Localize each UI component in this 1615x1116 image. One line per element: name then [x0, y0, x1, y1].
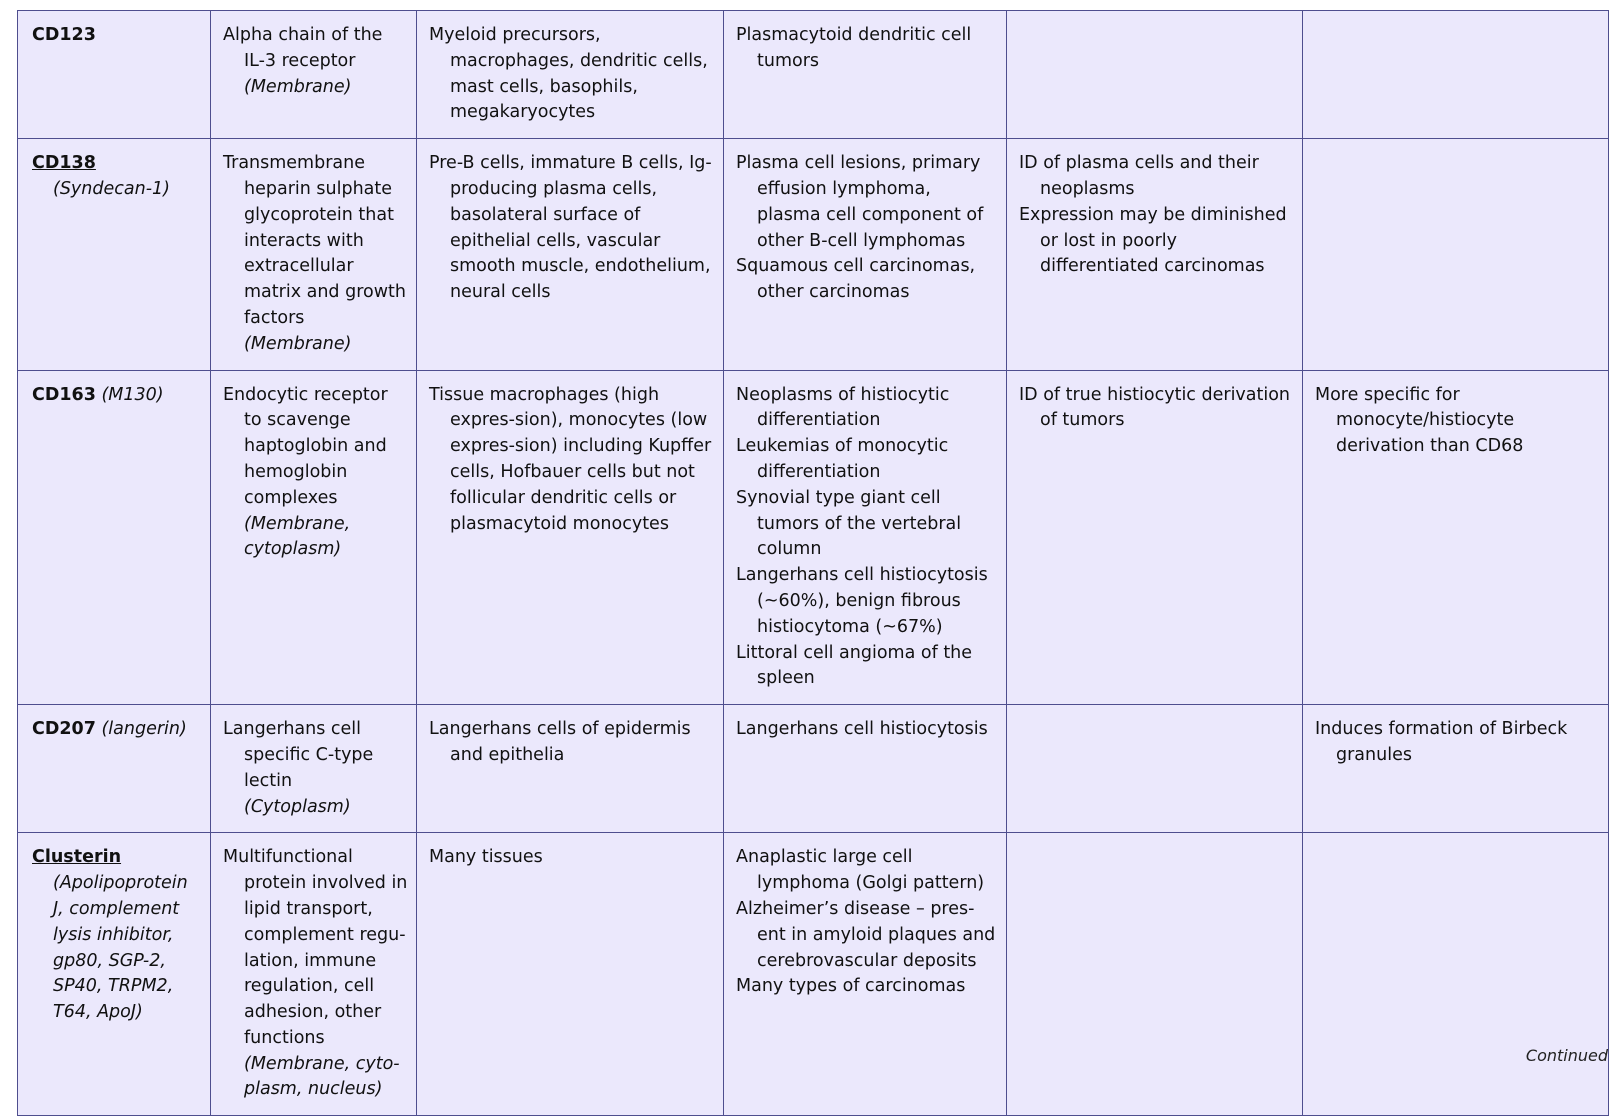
neoplasms-item: Anaplastic large cell lymphoma (Golgi pattern)	[736, 847, 985, 894]
neoplasms-cell	[724, 705, 1007, 833]
neoplasms-item: Leukemias of monocytic differentiation	[736, 436, 949, 482]
marker-alias: (M130)	[95, 384, 164, 405]
marker-alias: (langerin)	[95, 719, 187, 740]
expression-cell	[417, 11, 724, 139]
utility-cell	[1007, 139, 1303, 370]
notes-cell	[1303, 705, 1609, 833]
expression-cell	[417, 139, 724, 370]
expression-item: Myeloid precursors, macrophages, dendritic cells, mast cells, basophils, megakaryocytes	[429, 25, 708, 123]
cellular-location: (Membrane, cytoplasm)	[244, 513, 351, 560]
utility-cell	[1007, 11, 1303, 139]
neoplasms-cell	[724, 11, 1007, 139]
expression-cell	[417, 705, 724, 833]
utility-cell	[1007, 833, 1303, 1116]
expression-item: Langerhans cells of epidermis and epithelia	[429, 719, 691, 765]
neoplasms-item: Squamous cell carcinomas, other carcinomas	[736, 256, 976, 303]
neoplasms-item: Plasma cell lesions, primary effusion lymphoma, plasma cell component of other B-cell lymphomas	[736, 153, 984, 251]
notes-item: More specific for monocyte/histiocyte derivation than CD68	[1315, 384, 1524, 457]
expression-cell	[417, 370, 724, 705]
notes-cell	[1303, 833, 1609, 1116]
neoplasms-cell	[724, 370, 1007, 705]
utility-item: ID of true histiocytic derivation of tumors	[1019, 384, 1291, 431]
structure-cell	[211, 139, 417, 370]
expression-item: Tissue macrophages (high expres-sion), monocytes (low expres-sion) including Kupffer cells, Hofbauer cells but not follicular dendritic cells or plasmacytoid monocytes	[429, 384, 712, 534]
utility-item: Expression may be diminished or lost in poorly differentiated carcinomas	[1019, 204, 1287, 277]
utility-cell	[1007, 705, 1303, 833]
table-row	[18, 139, 1609, 370]
structure-text: Transmembrane heparin sulphate glycoprotein that interacts with extracellular matrix and growth factors	[223, 153, 406, 328]
expression-item: Pre-B cells, immature B cells, Ig-producing plasma cells, basolateral surface of epithelial cells, vascular smooth muscle, endothelium, neural cells	[429, 153, 712, 303]
neoplasms-item: Littoral cell angioma of the spleen	[736, 642, 973, 689]
neoplasms-item: Plasmacytoid dendritic cell tumors	[736, 25, 972, 71]
marker-table	[17, 10, 1609, 1116]
neoplasms-cell	[724, 833, 1007, 1116]
marker-name: CD123	[32, 25, 96, 45]
neoplasms-item: Synovial type giant cell tumors of the vertebral column	[736, 487, 962, 560]
marker-cell	[18, 11, 211, 139]
cellular-location: (Membrane)	[244, 333, 352, 354]
neoplasms-item: Alzheimer’s disease – pres-ent in amyloid plaques and cerebrovascular deposits	[736, 898, 996, 971]
cellular-location: (Cytoplasm)	[244, 796, 351, 817]
structure-cell	[211, 370, 417, 705]
marker-aliases: (Apolipoprotein J, complement lysis inhibitor, gp80, SGP-2, SP40, TRPM2, T64, ApoJ)	[53, 873, 188, 1023]
utility-item: ID of plasma cells and their neoplasms	[1019, 153, 1259, 199]
structure-cell	[211, 833, 417, 1116]
neoplasms-item: Many types of carcinomas	[736, 976, 966, 997]
table-row	[18, 370, 1609, 705]
neoplasms-item: Langerhans cell histiocytosis (~60%), benign fibrous histiocytoma (~67%)	[736, 565, 988, 637]
neoplasms-item: Langerhans cell histiocytosis	[736, 719, 988, 740]
cellular-location: (Membrane)	[244, 76, 352, 97]
table-row	[18, 11, 1609, 139]
neoplasms-item: Neoplasms of histiocytic differentiation	[736, 384, 950, 431]
marker-name: Clusterin	[32, 847, 122, 868]
marker-cell	[18, 833, 211, 1116]
structure-cell	[211, 11, 417, 139]
marker-name: CD163	[32, 384, 96, 405]
marker-aliases: (Syndecan-1)	[53, 178, 170, 199]
neoplasms-cell	[724, 139, 1007, 370]
structure-text: Langerhans cell specific C-type lectin	[223, 719, 374, 791]
notes-cell	[1303, 139, 1609, 370]
table-row	[18, 833, 1609, 1116]
marker-cell	[18, 139, 211, 370]
table-row	[18, 705, 1609, 833]
structure-text: Endocytic receptor to scavenge haptoglobin and hemoglobin complexes	[223, 384, 388, 508]
marker-cell	[18, 370, 211, 705]
structure-text: Multifunctional protein involved in lipid transport, complement regu-lation, immune regulation, cell adhesion, other functions	[223, 847, 408, 1048]
marker-name: CD138	[32, 153, 96, 174]
structure-text: Alpha chain of the IL-3 receptor	[223, 25, 383, 71]
notes-cell	[1303, 11, 1609, 139]
marker-name: CD207	[32, 719, 96, 740]
expression-item: Many tissues	[429, 847, 543, 868]
expression-cell	[417, 833, 724, 1116]
utility-cell	[1007, 370, 1303, 705]
continued-note: Continued	[1525, 1046, 1608, 1065]
marker-cell	[18, 705, 211, 833]
notes-item: Induces formation of Birbeck granules	[1315, 719, 1568, 765]
notes-cell	[1303, 370, 1609, 705]
structure-cell	[211, 705, 417, 833]
cellular-location: (Membrane, cyto-plasm, nucleus)	[244, 1053, 400, 1100]
